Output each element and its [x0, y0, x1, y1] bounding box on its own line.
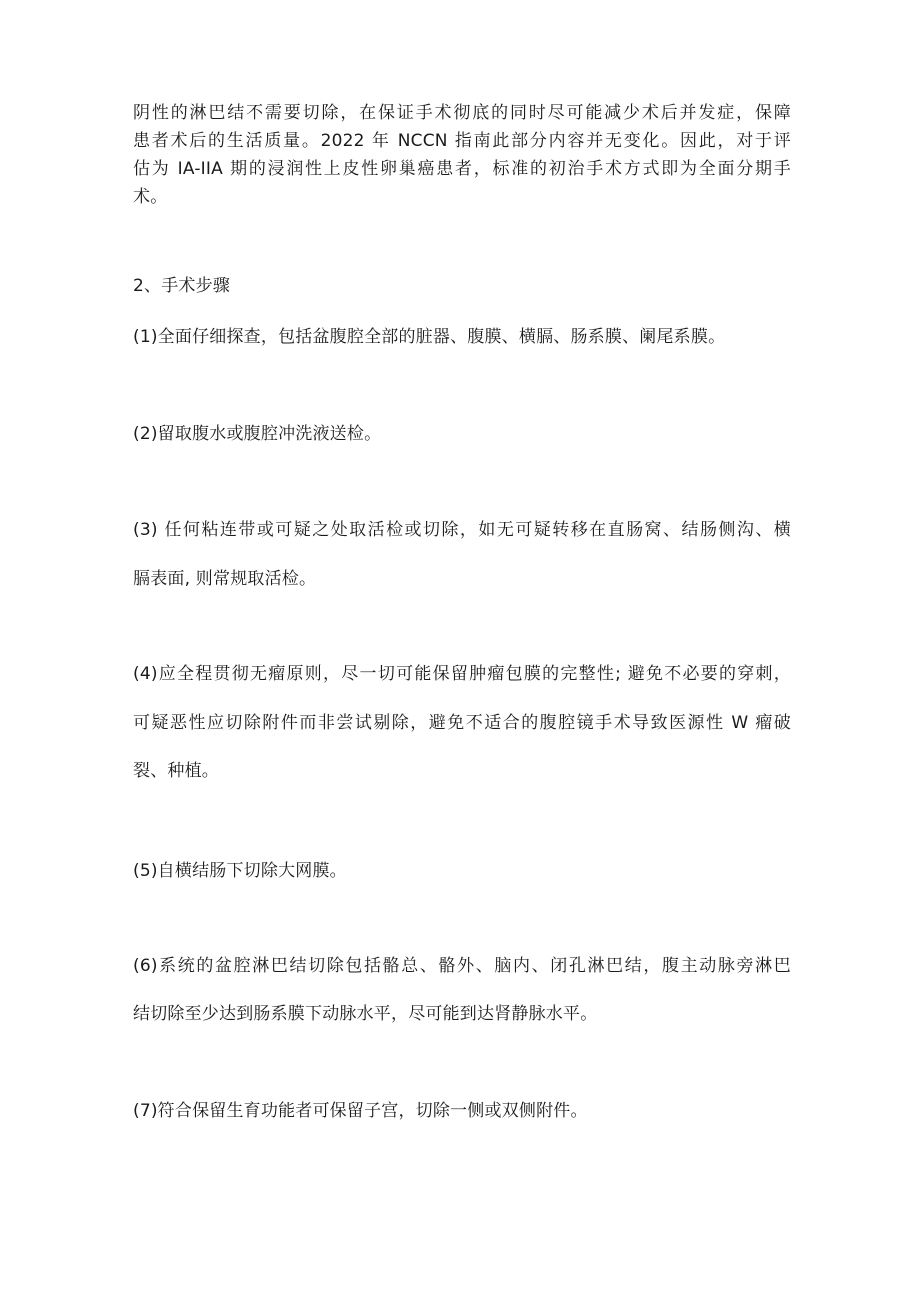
paragraph-line: 估为 IA-IIA 期的浸润性上皮性卵巢癌患者，标准的初治手术方式即为全面分期手 — [133, 159, 791, 179]
step-line: (1)全面仔细探查，包括盆腹腔全部的脏器、腹膜、横膈、肠系膜、阑尾系膜。 — [133, 327, 726, 347]
step-line: (3) 任何粘连带或可疑之处取活检或切除，如无可疑转移在直肠窝、结肠侧沟、横 — [133, 520, 791, 540]
step-line: (2)留取腹水或腹腔冲洗液送检。 — [133, 424, 382, 444]
step-line: 可疑恶性应切除附件而非尝试剔除，避免不适合的腹腔镜手术导致医源性 W 瘤破 — [133, 713, 791, 733]
step-line: (5)自横结肠下切除大网膜。 — [133, 861, 347, 881]
section-heading: 2、手术步骤 — [133, 276, 231, 296]
paragraph-line: 术。 — [133, 187, 168, 207]
paragraph-line: 患者术后的生活质量。2022 年 NCCN 指南此部分内容并无变化。因此，对于评 — [133, 131, 791, 151]
step-line: (7)符合保留生育功能者可保留子宫，切除一侧或双侧附件。 — [133, 1101, 588, 1121]
step-line: 膈表面, 则常规取活检。 — [133, 569, 317, 589]
step-line: 结切除至少达到肠系膜下动脉水平，尽可能到达肾静脉水平。 — [133, 1004, 598, 1024]
paragraph-line: 阴性的淋巴结不需要切除，在保证手术彻底的同时尽可能减少术后并发症，保障 — [133, 103, 791, 123]
step-line: (6)系统的盆腔淋巴结切除包括骼总、骼外、脑内、闭孔淋巴结，腹主动脉旁淋巴 — [133, 956, 791, 976]
step-line: 裂、种植。 — [133, 761, 219, 781]
step-line: (4)应全程贯彻无瘤原则，尽一切可能保留肿瘤包膜的完整性; 避免不必要的穿刺， — [133, 664, 791, 684]
